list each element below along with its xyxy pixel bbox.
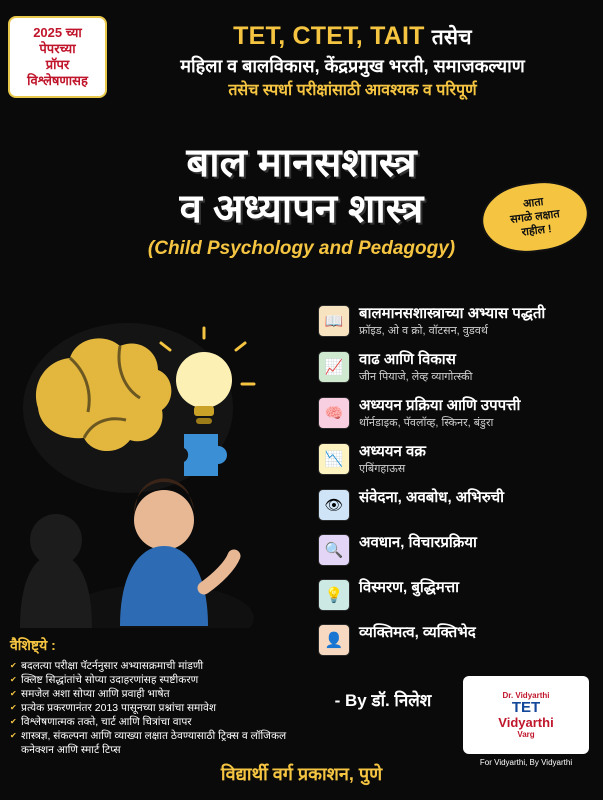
author-credit: - By डॉ. निलेश (334, 691, 432, 710)
brain-icon: 🧠 (318, 397, 350, 429)
features-list (10, 659, 310, 757)
topic-title: बालमानसशास्त्राच्या अभ्यास पद्धती (359, 305, 546, 322)
header-line-2: महिला व बालविकास, केंद्रप्रमुख भरती, समाजकल्याण (180, 56, 525, 76)
magnifier-icon: 🔍 (318, 534, 350, 566)
badge-line-4: विश्लेषणासह (27, 73, 88, 88)
title-line-2: व अध्यापन शास्त्र (179, 187, 424, 231)
feature-item: ✔ बदलत्या परीक्षा पॅटर्ननुसार अभ्यासक्रमाची मांडणी (10, 659, 310, 673)
header-line-3: तसेच स्पर्धा परीक्षांसाठी आवश्यक व परिपूर्ण (228, 82, 477, 99)
list-item (318, 579, 598, 611)
person-icon: 👤 (318, 624, 350, 656)
topic-subtitle: एबिंगहाऊस (359, 463, 406, 475)
header-block (110, 22, 595, 101)
title-line-1: बाल मानसशास्त्र (186, 141, 417, 185)
list-item (318, 489, 598, 521)
list-item (318, 351, 598, 384)
feature-item: ✔ क्लिष्ट सिद्धांतांचे सोप्या उदाहरणांसह स्पष्टीकरण (10, 673, 310, 687)
eye-icon: 👁 (318, 489, 350, 521)
list-item (318, 443, 598, 476)
logo-tagline: For Vidyarthi, By Vidyarthi (479, 758, 573, 767)
title-subtitle: (Child Psychology and Pedagogy) (147, 238, 456, 259)
topic-subtitle: जीन पियाजे, लेव्ह व्यागोत्स्की (359, 371, 473, 383)
topic-title: वाढ आणि विकास (359, 351, 456, 368)
book-icon: 📖 (318, 305, 350, 337)
feature-item: ✔ प्रत्येक प्रकरणानंतर 2013 पासूनच्या प्रश्नांचा समावेश (10, 701, 310, 715)
topic-title: अवधान, विचारप्रक्रिया (359, 534, 477, 551)
feature-item: ✔ समजेल अशा सोप्या आणि प्रवाही भाषेत (10, 687, 310, 701)
publisher-logo (463, 676, 589, 767)
header-exam-line (110, 22, 595, 51)
cover-illustration (8, 288, 283, 628)
topic-title: व्यक्तिमत्व, व्यक्तिभेद (359, 624, 476, 641)
badge-line-2: पेपरच्या (39, 41, 76, 56)
topic-title: विस्मरण, बुद्धिमत्ता (359, 579, 460, 596)
seal-line-3: राहील ! (520, 223, 553, 239)
topic-list (318, 305, 598, 669)
badge-line-1: 2025 च्या (33, 25, 82, 40)
publisher-name: विद्यार्थी वर्ग प्रकाशन, पुणे (220, 764, 383, 784)
illustration-svg (8, 288, 283, 628)
list-item (318, 397, 598, 430)
features-heading: वैशिष्ट्ये : (10, 637, 56, 653)
growth-chart-icon: 📈 (318, 351, 350, 383)
topic-title: संवेदना, अवबोध, अभिरुची (359, 489, 505, 506)
year-badge (10, 18, 105, 96)
logo-name-2: Vidyarthi (498, 715, 554, 730)
features-block (10, 636, 310, 757)
list-item (318, 624, 598, 656)
header-exam-names: TET, CTET, TAIT (233, 22, 425, 50)
logo-name-3: Varg (517, 730, 535, 739)
feature-item: ✔ शास्त्रज्ञ, संकल्पना आणि व्याख्या लक्षात ठेवण्यासाठी ट्रिक्स व लॉजिकल कनेक्शन आणि स्मार्ट टिप्स (10, 729, 310, 757)
memory-icon: 💡 (318, 579, 350, 611)
topic-subtitle: थॉर्नडाइक, पॅवलॉव्ह, स्किनर, बंडुरा (359, 417, 494, 429)
topic-title: अध्ययन प्रक्रिया आणि उपपत्ती (359, 397, 521, 414)
seal-line-1: आता (522, 195, 545, 211)
logo-top-text: Dr. Vidyarthi (502, 691, 550, 700)
topic-title: अध्ययन वक्र (359, 443, 426, 460)
seal-line-2: सगळे लक्षात (509, 208, 561, 226)
list-item (318, 534, 598, 566)
list-item (318, 305, 598, 338)
header-exam-suffix: तसेच (431, 26, 472, 49)
curve-graph-icon: 📉 (318, 443, 350, 475)
badge-line-3: प्रॉपर (45, 57, 70, 72)
topic-subtitle: फ्रॉइड, ओ व क्रो, वॉटसन, वुडवर्थ (359, 325, 488, 337)
logo-name-1: TET (511, 699, 541, 716)
feature-item: ✔ विश्लेषणात्मक तक्ते, चार्ट आणि चित्रांचा वापर (10, 715, 310, 729)
